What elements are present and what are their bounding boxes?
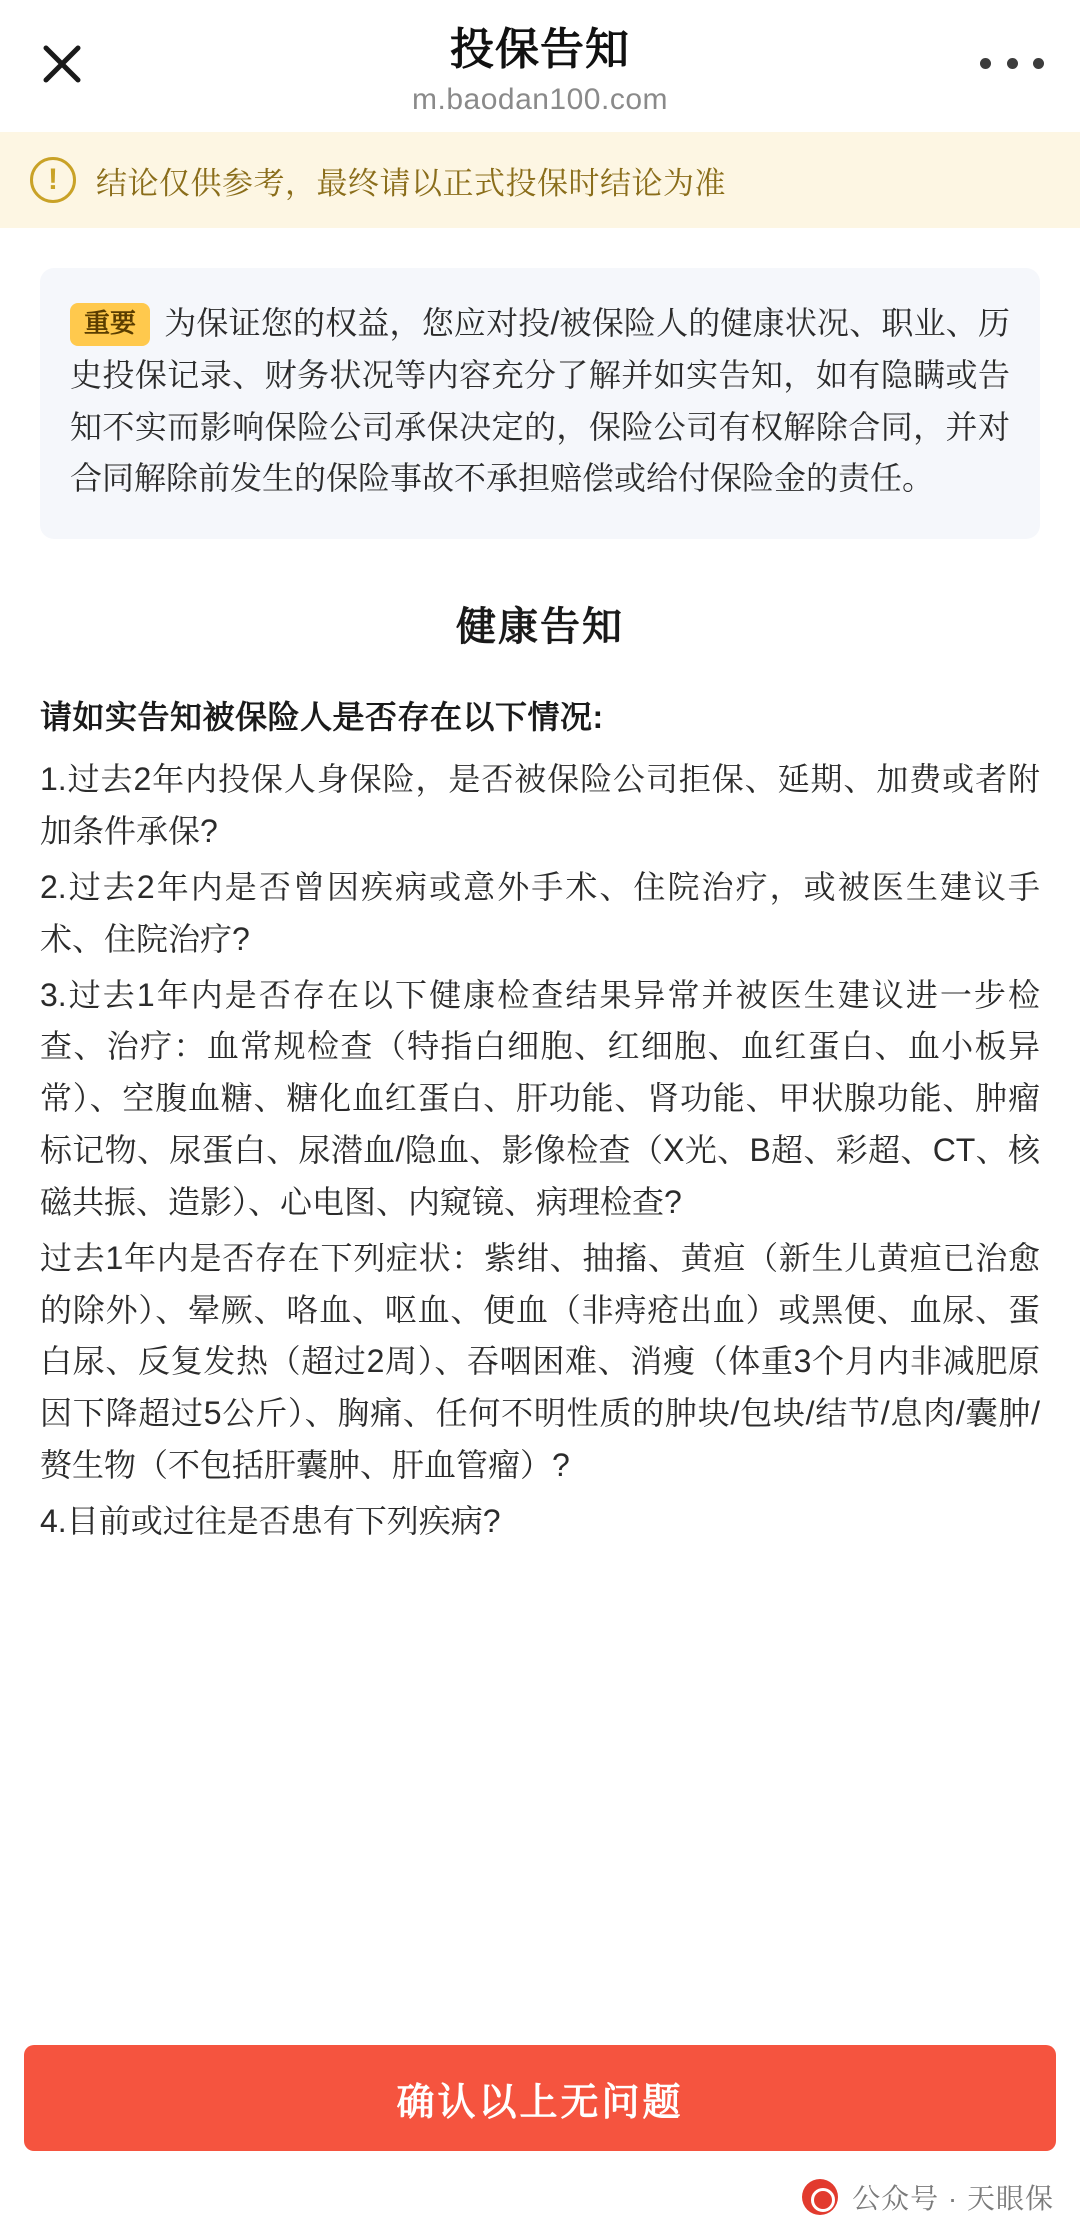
health-question-4: 4.目前或过往是否患有下列疾病? [40, 1502, 501, 1539]
top-navigation-bar [0, 0, 1080, 132]
page-url: m.baodan100.com [412, 83, 668, 117]
health-section-title: 健康告知 [456, 605, 624, 650]
confirm-button[interactable]: 确认以上无问题 [24, 2045, 1056, 2151]
content-fade [0, 2025, 1080, 2035]
bottom-action-bar [0, 2035, 1080, 2235]
more-dots-icon[interactable] [980, 38, 1044, 88]
health-question-1: 1.过去2年内投保人身保险，是否被保险公司拒保、延期、加费或者附加条件承保? [40, 761, 1040, 850]
notice-bar [0, 132, 1080, 228]
important-notice-card [40, 268, 1040, 539]
watermark-text: 公众号 · 天眼保 [852, 2183, 1054, 2214]
close-icon[interactable] [34, 36, 90, 92]
health-question-3: 3.过去1年内是否存在以下健康检查结果异常并被医生建议进一步检查、治疗：血常规检查（特指白细胞、红细胞、血红蛋白、血小板异常）、空腹血糖、糖化血红蛋白、肝功能、肾功能、甲状腺功能、肿瘤标记物、尿蛋白、尿潜血/隐血、影像检查（X光、B超、彩超、CT、核磁共振、造影）、心电图、内窥镜、病理检查? [40, 976, 1040, 1220]
disclosure-content[interactable] [0, 228, 1080, 2035]
important-notice-text [70, 298, 1010, 505]
health-question-2: 2.过去2年内是否曾因疾病或意外手术、住院治疗，或被医生建议手术、住院治疗? [40, 868, 1040, 957]
watermark [802, 2177, 1054, 2217]
wechat-official-account-icon [802, 2179, 838, 2215]
health-question-symptoms: 过去1年内是否存在下列症状：紫绀、抽搐、黄疸（新生儿黄疸已治愈的除外）、晕厥、咯血、呕血、便血（非痔疮出血）或黑便、血尿、蛋白尿、反复发热（超过2周）、吞咽困难、消瘦（体重3个月内非减肥原因下降超过5公斤）、胸痛、任何不明性质的肿块/包块/结节/息肉/囊肿/赘生物（不包括肝囊肿、肝血管瘤）? [40, 1239, 1040, 1484]
page-title: 投保告知 [450, 24, 630, 74]
exclamation-circle-icon: ! [30, 157, 76, 203]
important-badge: 重要 [70, 303, 150, 346]
important-body: 为保证您的权益，您应对投/被保险人的健康状况、职业、历史投保记录、财务状况等内容充分了解并如实告知，如有隐瞒或告知不实而影响保险公司承保决定的，保险公司有权解除合同，并对合同解除前发生的保险事故不承担赔偿或给付保险金的责任。 [70, 305, 1010, 497]
notice-text: 结论仅供参考，最终请以正式投保时结论为准 [96, 165, 726, 201]
health-lead-text: 请如实告知被保险人是否存在以下情况: [40, 699, 604, 736]
